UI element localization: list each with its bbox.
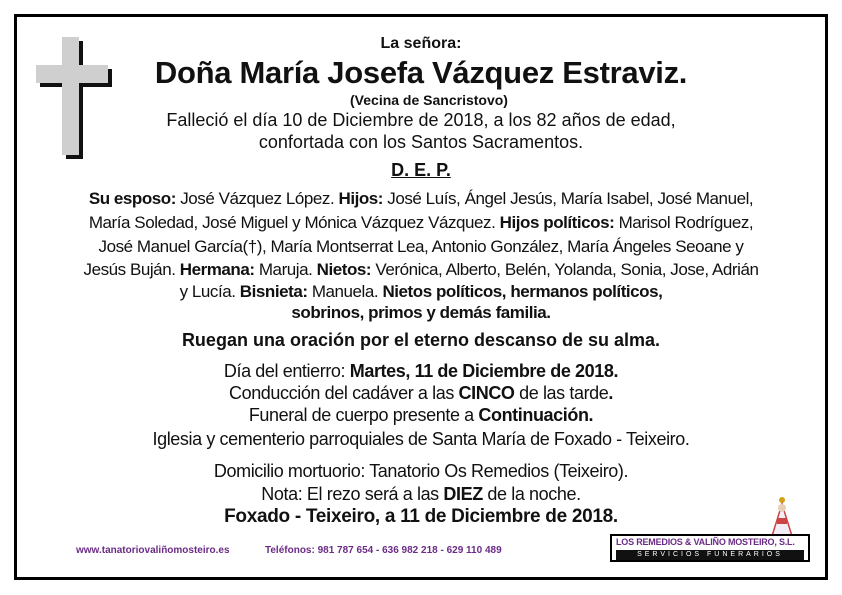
children-names-cont: María Soledad, José Miguel y Mónica Vázquez Vázquez. [88, 213, 500, 232]
other-relatives-label: Nietos políticos, hermanos políticos, [382, 282, 663, 301]
grandchildren-names: Verónica, Alberto, Belén, Yolanda, Sonia, Jose, Adrián [371, 260, 759, 279]
great-granddaughter-name: Manuela. [307, 282, 383, 301]
place-date: Foxado - Teixeiro, a 11 de Diciembre de 2018. [224, 506, 618, 527]
logo-company-name: LOS REMEDIOS & VALIÑO MOSTEIRO, S.L. [616, 537, 795, 547]
grandchildren-end: y Lucía. [179, 282, 240, 301]
family-line-5 [0, 282, 842, 302]
family-line-1 [0, 189, 842, 209]
funeral-label: Funeral de cuerpo presente a [248, 405, 479, 425]
website-link[interactable]: www.tanatoriovaliñomosteiro.es [76, 545, 230, 556]
children-label: Hijos: [338, 189, 384, 208]
family-line-3: José Manuel García(†), María Montserrat Lea, Antonio González, María Ángeles Seoane y [98, 237, 744, 256]
procession-label: Conducción del cadáver a las [228, 383, 459, 403]
church-line: Iglesia y cementerio parroquiales de Santa María de Foxado - Teixeiro. [152, 429, 690, 449]
funeral-value: Continuación. [478, 405, 594, 425]
family-line-6: sobrinos, primos y demás familia. [291, 303, 551, 322]
funeral-home-logo [610, 496, 814, 566]
procession-time: CINCO [458, 383, 515, 403]
children-in-law-end: Jesús Buján. [83, 260, 180, 279]
residence-note: (Vecina de Sancristovo) [350, 92, 508, 108]
great-granddaughter-label: Bisnieta: [239, 282, 308, 301]
rosary-time: DIEZ [443, 484, 483, 504]
logo-tagline: SERVICIOS FUNERARIOS [616, 550, 804, 560]
rosary-suffix: de la noche. [482, 484, 581, 504]
spouse-name: José Vázquez López. [175, 189, 339, 208]
children-names: José Luís, Ángel Jesús, María Isabel, José Manuel, [383, 189, 754, 208]
procession-line [0, 383, 842, 404]
children-in-law-names: Marisol Rodríguez, [614, 213, 754, 232]
death-line-2: confortada con los Santos Sacramentos. [258, 132, 584, 152]
prayer-request: Ruegan una oración por el eterno descanso de su alma. [181, 330, 661, 350]
logo-box [610, 534, 810, 562]
deceased-name: Doña María Josefa Vázquez Estraviz. [154, 55, 688, 90]
burial-day-value: Martes, 11 de Diciembre de 2018. [349, 361, 619, 381]
spouse-label: Su esposo: [88, 189, 176, 208]
sister-name: Maruja. [254, 260, 317, 279]
death-line-1: Falleció el día 10 de Diciembre de 2018, a los 82 años de edad, [166, 110, 676, 130]
sister-label: Hermana: [179, 260, 255, 279]
wake-address-line: Domicilio mortuorio: Tanatorio Os Remedios (Teixeiro). [213, 461, 629, 481]
family-line-2 [0, 213, 842, 233]
family-line-4 [0, 260, 842, 280]
burial-day-label: Día del entierro: [223, 361, 350, 381]
procession-suffix: de las tarde [514, 383, 609, 403]
dep-heading: D. E. P. [391, 160, 451, 180]
phone-numbers: Teléfonos: 981 787 654 - 636 982 218 - 629 110 489 [265, 545, 502, 556]
children-in-law-label: Hijos políticos: [499, 213, 615, 232]
grandchildren-label: Nietos: [316, 260, 372, 279]
procession-period: . [608, 383, 614, 403]
rosary-label: Nota: El rezo será a las [261, 484, 444, 504]
funeral-line [0, 405, 842, 426]
burial-day-line [0, 361, 842, 382]
intro-label: La señora: [380, 35, 462, 52]
